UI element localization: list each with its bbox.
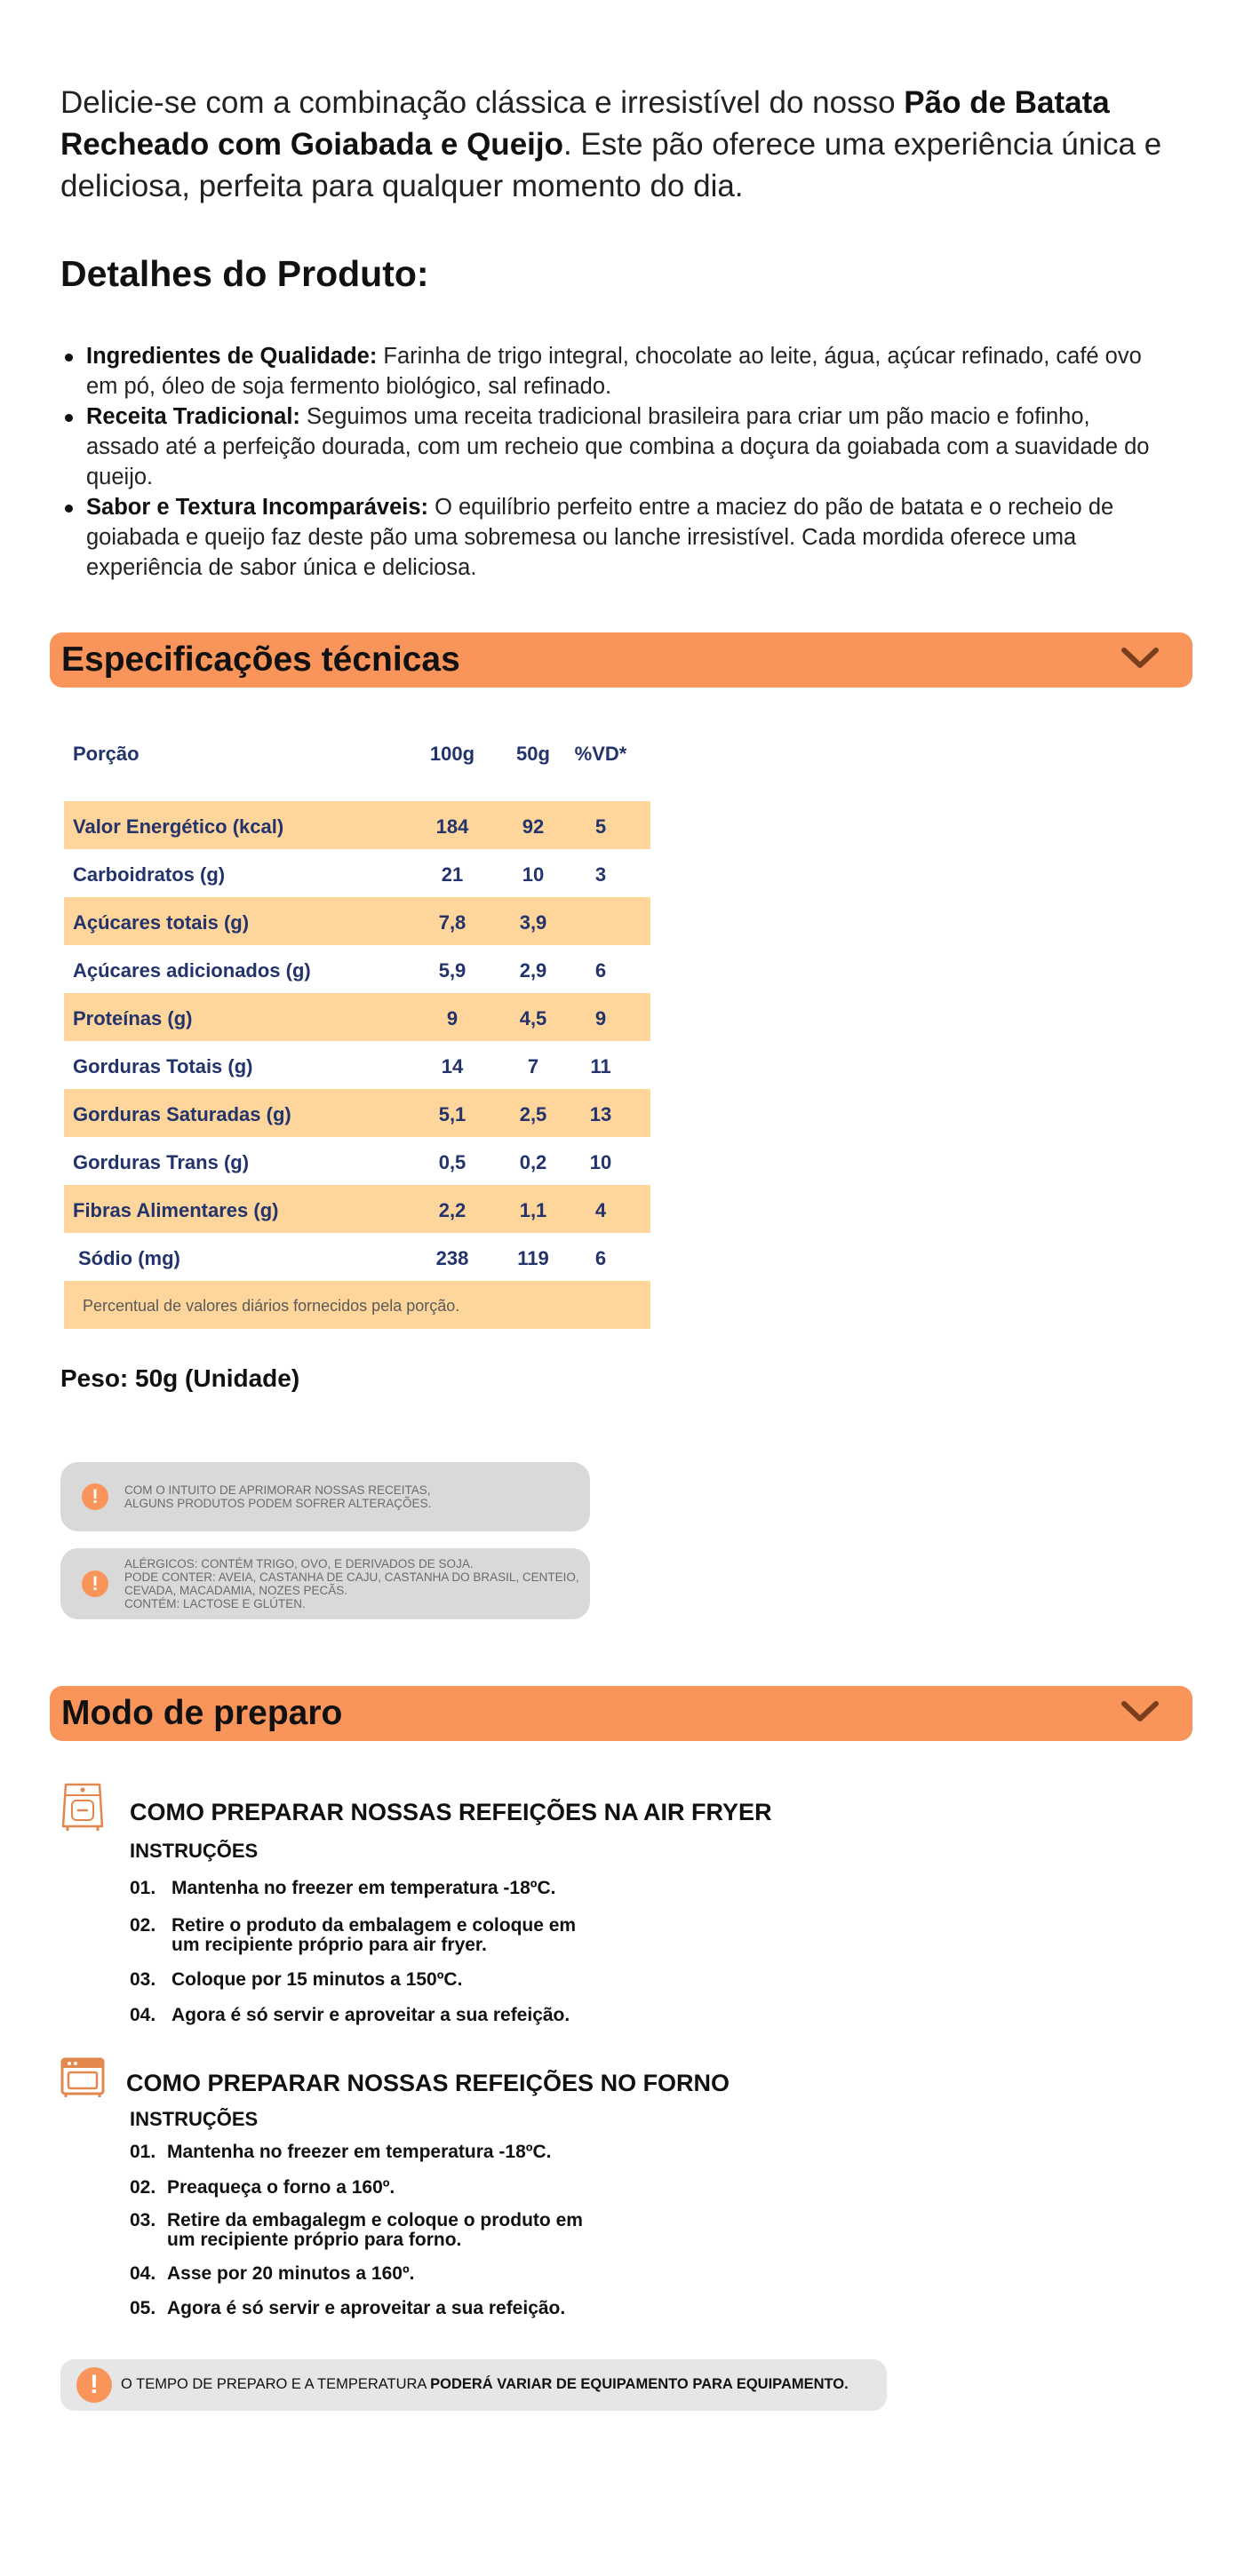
details-title: Detalhes do Produto: [60,253,429,294]
recipe-change-alert [60,1462,590,1531]
list-item [130,2006,698,2032]
table-row [64,1137,650,1185]
header-50g: 50g [516,743,550,765]
step-text: Coloque por 15 minutos a 150ºC. [171,1969,463,1990]
row-value-50g: 10 [522,863,545,886]
details-item-label: Ingredientes de Qualidade: [86,344,378,369]
header-porcao: Porção [73,743,140,765]
step-number: 04. [130,2005,156,2025]
details-list [60,341,1162,583]
list-item [130,2143,698,2178]
step-text: Retire o produto da embalagem e coloque em um recipiente próprio para air fryer. [171,1915,577,1955]
list-item [130,2299,698,2326]
list-item [130,1970,698,2006]
chevron-down-icon[interactable] [1120,1698,1160,1725]
step-number: 01. [130,1878,156,1898]
oven-steps [130,2143,698,2326]
table-footnote-row [64,1281,650,1329]
exclamation-icon: ! [76,2367,112,2403]
row-value-50g: 2,9 [519,959,547,982]
row-value-vd: 9 [594,1007,607,1030]
row-value-50g: 7 [527,1055,539,1077]
note-text-regular: O TEMPO DE PREPARO E A TEMPERATURA [121,2376,431,2392]
row-value-100g: 14 [441,1055,464,1077]
chevron-down-icon[interactable] [1120,645,1160,672]
row-label: Sódio (mg) [78,1247,180,1269]
row-label: Valor Energético (kcal) [73,815,284,838]
details-item-label: Receita Tradicional: [86,404,300,429]
prep-accordion-header[interactable] [50,1686,1192,1741]
row-value-100g: 7,8 [438,911,466,934]
row-value-50g: 92 [522,815,545,838]
step-number: 04. [130,2263,156,2284]
row-value-vd: 13 [589,1103,612,1125]
row-value-50g: 4,5 [519,1007,547,1030]
step-number: 02. [130,1915,156,1936]
row-label: Proteínas (g) [73,1007,193,1030]
row-value-50g: 3,9 [519,911,547,934]
list-item [130,1879,698,1916]
row-label: Fibras Alimentares (g) [73,1199,279,1221]
specs-accordion-header[interactable] [50,632,1192,688]
row-value-100g: 184 [435,815,469,838]
exclamation-icon: ! [82,1483,108,1510]
row-value-vd: 10 [589,1151,612,1173]
table-row [64,945,650,993]
row-value-50g: 119 [517,1247,549,1269]
note-text-bold: PODERÁ VARIAR DE EQUIPAMENTO PARA EQUIPAMENTO. [430,2376,849,2392]
nutrition-table [64,728,650,1329]
row-value-100g: 238 [435,1247,469,1269]
table-row [64,897,650,945]
row-label: Carboidratos (g) [73,863,226,886]
air-fryer-instructions-label: INSTRUÇÕES [130,1840,259,1862]
table-header-row [64,728,650,776]
list-item [130,1916,698,1970]
details-item-text: Seguimos uma receita tradicional brasileira para criar um pão macio e fofinho, assado até a perfeição dourada, com um recheio que combina a doçura da goiabada com a suavidade do queijo. [86,404,1150,489]
table-row [64,993,650,1041]
list-item [130,2178,698,2211]
prep-variation-note [60,2359,887,2411]
table-row [64,849,650,897]
step-number: 03. [130,2210,156,2230]
intro-text-before: Delicie-se com a combinação clássica e irresistível do nosso [60,85,905,120]
row-value-100g: 9 [446,1007,459,1030]
step-text: Preaqueça o forno a 160º. [167,2177,395,2198]
table-footnote: Percentual de valores diários fornecidos pela porção. [83,1297,460,1315]
row-label: Açúcares totais (g) [73,911,250,934]
step-number: 01. [130,2142,156,2162]
alert-text: COM O INTUITO DE APRIMORAR NOSSAS RECEITAS, ALGUNS PRODUTOS PODEM SOFRER ALTERAÇÕES. [124,1483,432,1510]
exclamation-icon: ! [82,1570,108,1597]
air-fryer-steps [130,1879,698,2032]
table-row [64,1041,650,1089]
details-item [60,341,1162,402]
list-item [130,2264,698,2299]
row-value-vd: 3 [594,863,607,886]
table-row [64,1233,650,1281]
row-label: Gorduras Trans (g) [73,1151,250,1173]
row-value-vd: 5 [594,815,607,838]
details-item-label: Sabor e Textura Incomparáveis: [86,495,429,520]
header-100g: 100g [429,743,475,765]
product-intro [60,82,1189,207]
allergen-alert [60,1548,590,1619]
note-text [121,2376,849,2393]
row-label: Gorduras Saturadas (g) [73,1103,291,1125]
details-item [60,492,1162,583]
specs-title: Especificações técnicas [61,640,460,679]
oven-heading: COMO PREPARAR NOSSAS REFEIÇÕES NO FORNO [126,2070,730,2096]
air-fryer-icon [60,1782,105,1833]
step-text: Mantenha no freezer em temperatura -18ºC. [167,2142,552,2162]
intro-text-after: . Este pão oferece uma experiência única e deliciosa, perfeita para qualquer momento do dia. [60,127,1162,203]
step-number: 03. [130,1969,156,1990]
row-value-vd: 6 [594,959,607,982]
list-item [130,2211,698,2264]
oven-instructions-label: INSTRUÇÕES [130,2108,259,2130]
oven-icon [60,2057,105,2098]
details-item [60,402,1162,492]
row-value-50g: 2,5 [519,1103,547,1125]
step-text: Agora é só servir e aproveitar a sua refeição. [167,2298,566,2318]
step-text: Asse por 20 minutos a 160º. [167,2263,415,2284]
row-value-50g: 1,1 [519,1199,547,1221]
alert-text: ALÉRGICOS: CONTÉM TRIGO, OVO, E DERIVADOS DE SOJA. PODE CONTER: AVEIA, CASTANHA DE CAJU, CASTANHA DO BRASIL, CENTEIO, CEVADA, MACADAMIA, NOZES PECÃS. CONTÉM: LACTOSE E GLÚTEN. [124,1557,579,1610]
row-value-100g: 0,5 [438,1151,466,1173]
row-label: Açúcares adicionados (g) [73,959,311,982]
step-number: 02. [130,2177,156,2198]
step-text: Retire da embagalegm e coloque o produto em um recipiente próprio para forno. [167,2210,583,2250]
table-row [64,1185,650,1233]
header-vd: %VD* [574,743,627,765]
row-value-100g: 21 [441,863,464,886]
row-value-100g: 5,9 [438,959,466,982]
row-value-50g: 0,2 [519,1151,547,1173]
row-value-vd: 6 [594,1247,607,1269]
row-label: Gorduras Totais (g) [73,1055,253,1077]
air-fryer-heading: COMO PREPARAR NOSSAS REFEIÇÕES NA AIR FRYER [130,1799,772,1825]
table-row [64,1089,650,1137]
details-item-text: Farinha de trigo integral, chocolate ao leite, água, açúcar refinado, café ovo em pó, óleo de soja fermento biológico, sal refinado. [86,344,1142,399]
product-name: Pão de Batata Recheado com Goiabada e Queijo [60,85,1110,162]
step-text: Agora é só servir e aproveitar a sua refeição. [171,2005,570,2025]
row-value-vd: 11 [590,1055,611,1077]
step-number: 05. [130,2298,156,2318]
table-row [64,801,650,849]
row-value-vd: 4 [594,1199,607,1221]
row-value-100g: 5,1 [438,1103,466,1125]
step-text: Mantenha no freezer em temperatura -18ºC. [171,1878,556,1898]
details-item-text: O equilíbrio perfeito entre a maciez do pão de batata e o recheio de goiabada e queijo faz deste pão uma sobremesa ou lanche irresistível. Cada mordida oferece uma experiência de sabor única e deliciosa. [86,495,1114,580]
product-weight: Peso: 50g (Unidade) [60,1364,300,1392]
prep-title: Modo de preparo [61,1694,343,1732]
row-value-100g: 2,2 [438,1199,466,1221]
